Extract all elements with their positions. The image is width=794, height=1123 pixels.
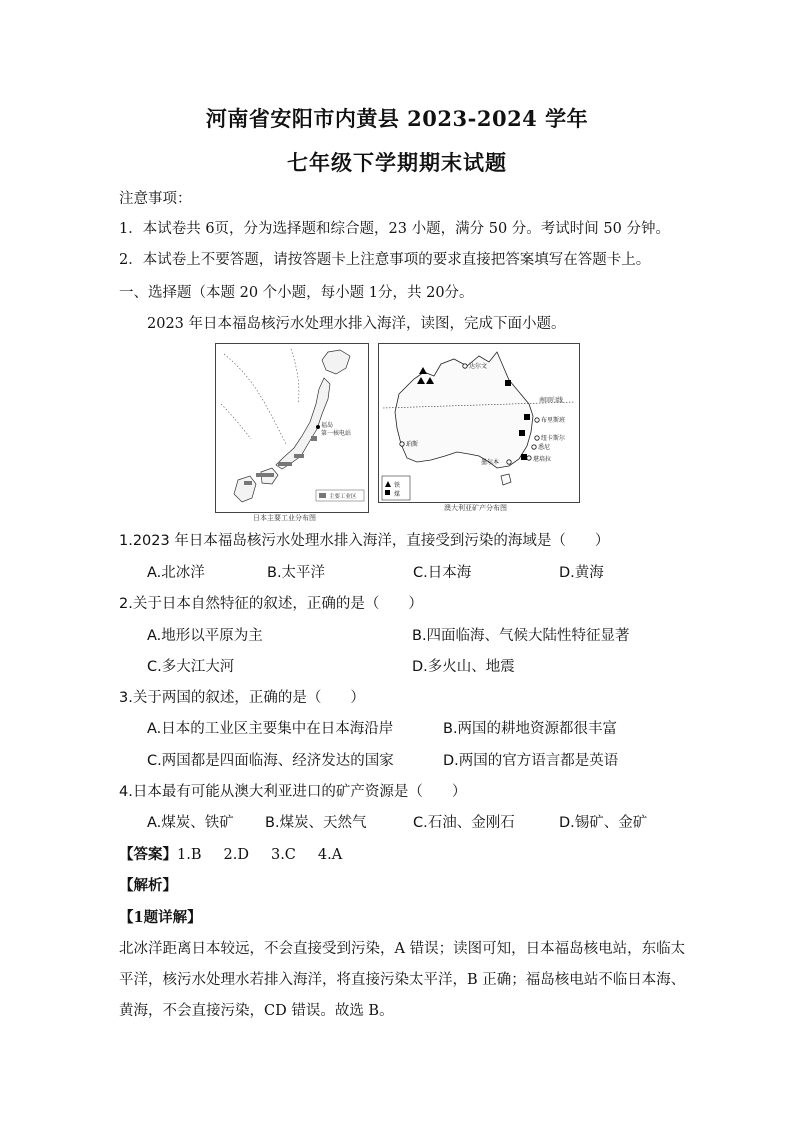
japan-map: [215, 343, 369, 513]
city-melbourne: 墨尔本: [481, 459, 500, 466]
q3-option-d[interactable]: D.两国的官方语言都是英语: [443, 753, 619, 769]
q1-detail-line-1: 北冰洋距离日本较远，不会直接受到污染，A 错误；读图可知，日本福岛核电站，东临太: [119, 941, 686, 957]
q3-option-b[interactable]: B.两国的耕地资源都很丰富: [443, 721, 618, 737]
answer-item-4: 4.A: [317, 847, 343, 863]
notes-item-1: 1．本试卷共 6页，分为选择题和综合题，23 小题，满分 50 分。考试时间 50 分钟。: [119, 221, 670, 237]
city-darwin: 达尔文: [469, 363, 488, 370]
city-sydney: 悉尼: [538, 444, 551, 451]
q1-detail-line-3: 黄海，不会直接污染，CD 错误。故选 B。: [119, 1003, 394, 1019]
legend-coal: 煤: [394, 491, 401, 498]
q1-option-c[interactable]: C.日本海: [413, 565, 472, 581]
notes-heading: 注意事项：: [119, 191, 192, 207]
answer-item-2: 2.D: [223, 847, 249, 863]
q2-option-a[interactable]: A.地形以平原为主: [147, 628, 263, 644]
tropic-label: 南回归线: [539, 397, 564, 404]
answer-label: 【答案】: [119, 846, 177, 863]
q4-option-d[interactable]: D.锡矿、金矿: [559, 815, 648, 831]
japan-map-graphic: [216, 344, 368, 512]
q1-detail-line-2: 平洋，核污水处理水若排入海洋，将直接污染太平洋，B 正确；福岛核电站不临日本海、: [119, 972, 686, 988]
q2-option-d[interactable]: D.多火山、地震: [412, 659, 515, 675]
q2-option-c[interactable]: C.多大江大河: [147, 659, 235, 675]
analysis-label: 【解析】: [119, 877, 177, 894]
fukushima-label: 福岛: [321, 422, 334, 429]
answer-item-1: 1.B: [177, 847, 202, 863]
answer-line: [119, 843, 364, 864]
q2-option-b[interactable]: B.四面临海、气候大陆性特征显著: [412, 628, 630, 644]
city-newcastle: 纽卡斯尔: [541, 435, 566, 442]
question-2: 2.关于日本自然特征的叙述，正确的是（ ）: [119, 596, 423, 612]
q1-detail-label: 【1题详解】: [119, 909, 202, 926]
q3-option-a[interactable]: A.日本的工业区主要集中在日本海沿岸: [147, 721, 394, 737]
answer-item-3: 3.C: [270, 847, 296, 863]
australia-map-caption: 澳大利亚矿产分布图: [444, 504, 507, 512]
city-brisbane: 布里斯班: [541, 417, 566, 424]
notes-item-2: 2．本试卷上不要答题，请按答题卡上注意事项的要求直接把答案填写在答题卡上。: [119, 252, 651, 268]
australia-map-graphic: [379, 344, 579, 502]
fukushima-label-2: 第一核电站: [321, 430, 352, 437]
q1-option-a[interactable]: A.北冰洋: [147, 565, 205, 581]
q4-option-c[interactable]: C.石油、金刚石: [413, 815, 515, 831]
japan-map-caption: 日本主要工业分布图: [253, 514, 316, 522]
legend-iron: 铁: [394, 482, 401, 489]
q4-option-b[interactable]: B.煤炭、天然气: [265, 815, 367, 831]
exam-title: 河南省安阳市内黄县 2023-2024 学年: [205, 106, 589, 131]
question-4: 4.日本最有可能从澳大利亚进口的矿产资源是（ ）: [119, 784, 467, 800]
q1-option-b[interactable]: B.太平洋: [267, 565, 326, 581]
section-heading: 一、选择题（本题 20 个小题，每小题 1分，共 20分。: [119, 285, 474, 301]
japan-legend-label: 主要工业区: [329, 494, 357, 500]
city-perth: 珀斯: [406, 441, 419, 448]
city-canberra: 堪培拉: [533, 456, 552, 463]
question-intro: 2023 年日本福岛核污水处理水排入海洋，读图，完成下面小题。: [147, 316, 566, 332]
question-3: 3.关于两国的叙述，正确的是（ ）: [119, 690, 365, 706]
australia-map: [378, 343, 580, 503]
q4-option-a[interactable]: A.煤炭、铁矿: [147, 815, 234, 831]
exam-subtitle: 七年级下学期期末试题: [287, 150, 507, 175]
q1-option-d[interactable]: D.黄海: [559, 565, 604, 581]
question-1: 1.2023 年日本福岛核污水处理水排入海洋，直接受到污染的海域是（ ）: [119, 533, 610, 549]
q3-option-c[interactable]: C.两国都是四面临海、经济发达的国家: [147, 753, 394, 769]
